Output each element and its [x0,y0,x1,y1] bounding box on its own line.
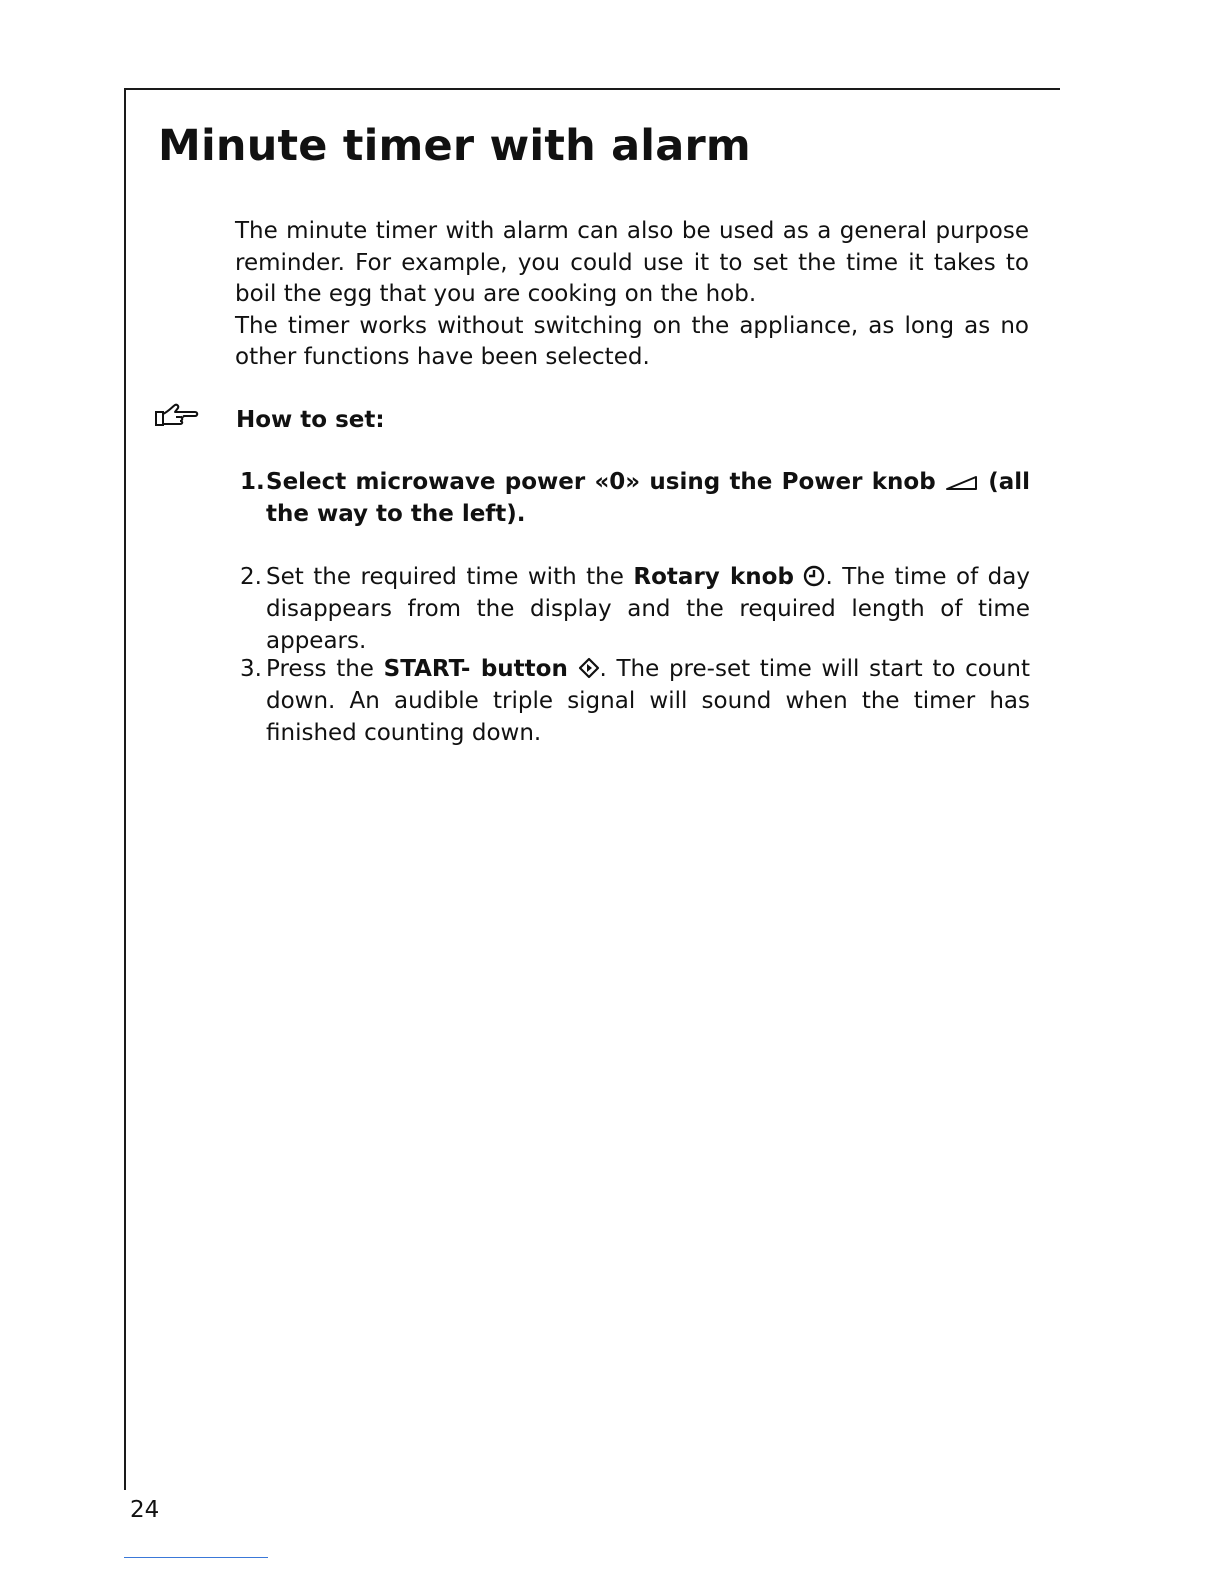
step-number: 1. [240,469,265,495]
page-number: 24 [130,1497,160,1523]
power-knob-icon [945,474,979,492]
bottom-rule [124,1557,268,1558]
step-text: Press the [266,656,384,682]
step-text: Set the required time with the [266,564,634,590]
intro-text [235,216,1029,374]
step-text: . The pre-set time will start to count down. An audible triple signal will sound when the timer has finished counting down. [266,656,1031,746]
step-number: 3. [240,656,262,682]
start-button-icon [578,657,600,679]
step-item [240,561,1030,657]
step-text: . The time of day disappears from the display and the required length of time appears. [266,564,1030,654]
step-item [240,466,1030,530]
step-text: Select microwave power «0» using the Power knob [266,469,936,495]
rotary-knob-label: Rotary knob [633,564,794,590]
page-title: Minute timer with alarm [158,121,751,171]
top-rule [124,88,1060,90]
pointing-hand-icon [154,402,200,428]
intro-paragraph: The minute timer with alarm can also be used as a general purpose reminder. For example, you could use it to set the time it takes to boil the egg that you are cooking on the hob. [235,218,1029,307]
start-button-label: START- button [383,656,568,682]
intro-paragraph: The timer works without switching on the appliance, as long as no other functions have been selected. [235,312,1029,370]
rotary-knob-icon [803,565,825,587]
step-number: 2. [240,564,262,590]
step-text: (all the way to the left). [266,469,1030,527]
left-margin-rule [124,88,126,1490]
step-item [240,653,1030,749]
how-to-set-heading: How to set: [236,407,385,433]
